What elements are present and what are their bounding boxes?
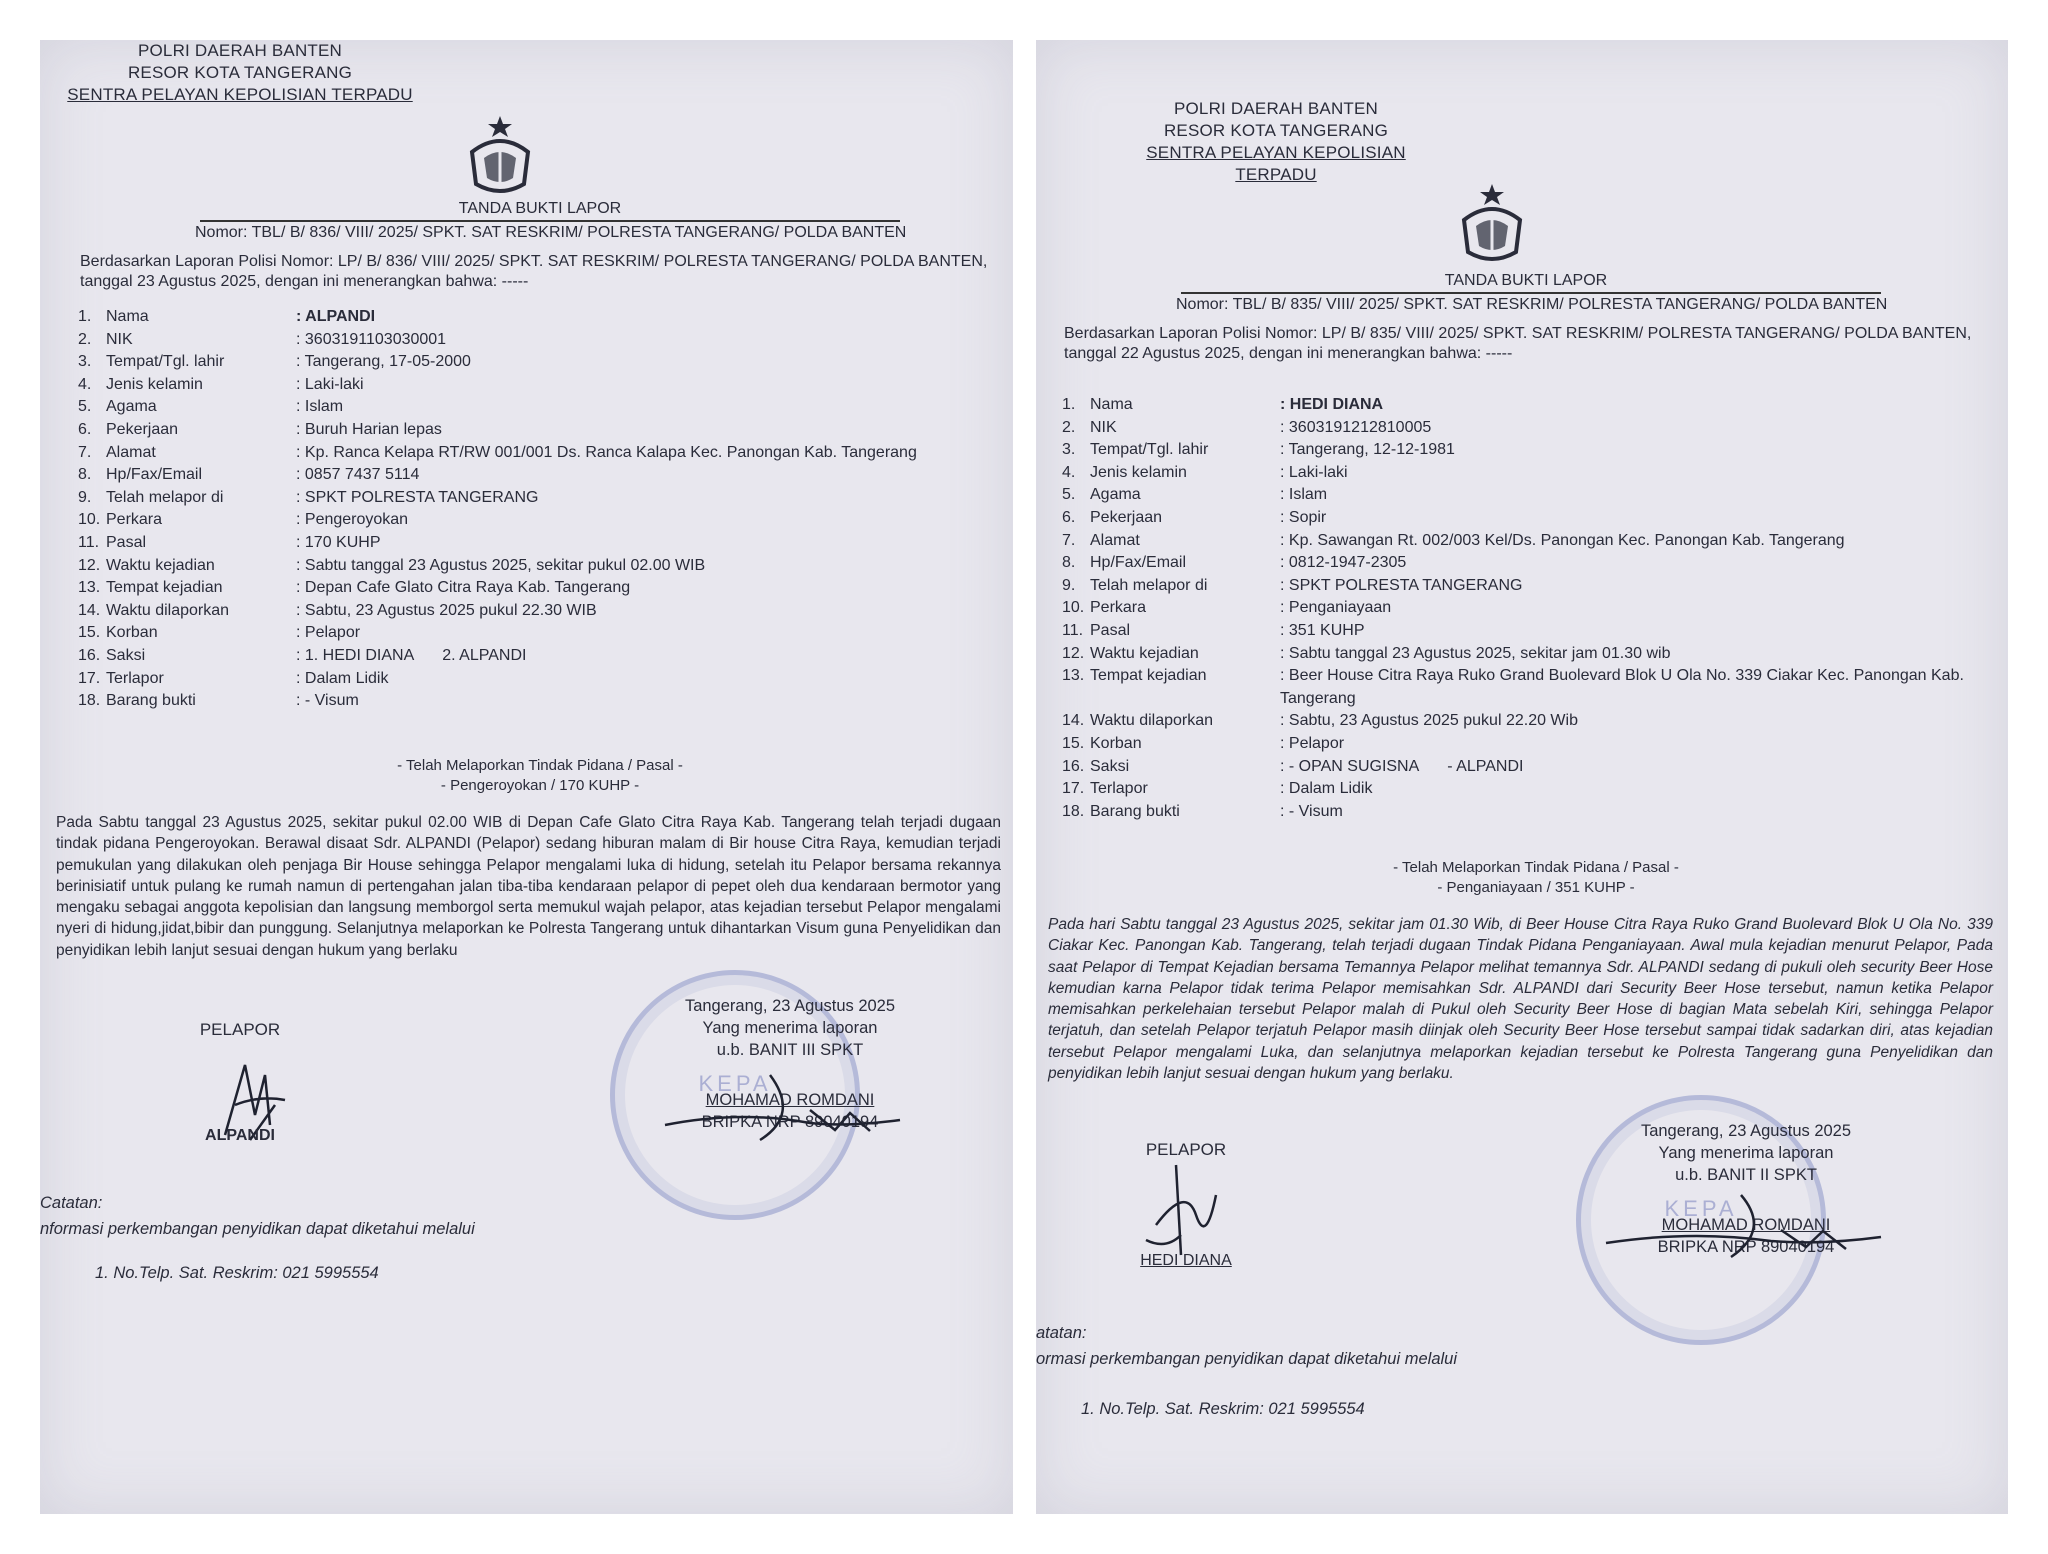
field-number: 17. xyxy=(1062,780,1085,798)
field-value-second: - ALPANDI xyxy=(1447,757,1524,775)
field-row xyxy=(78,622,978,645)
notes-text: ormasi perkembangan penyidikan dapat diketahui melalui xyxy=(1036,1350,1458,1368)
offense-summary-line: - Telah Melaporkan Tindak Pidana / Pasal - xyxy=(397,757,683,774)
field-value xyxy=(296,509,978,532)
officer-name: MOHAMAD ROMDANI xyxy=(705,1091,875,1109)
field-row xyxy=(78,600,978,623)
field-row xyxy=(1062,710,1972,733)
field-value-text: : 351 KUHP xyxy=(1280,621,1365,639)
field-value-text: : Depan Cafe Glato Citra Raya Kab. Tangerang xyxy=(296,579,631,597)
field-number: 13. xyxy=(78,579,101,597)
header-line: SENTRA PELAYAN KEPOLISIAN TERPADU xyxy=(67,85,413,104)
field-value-text: : HEDI DIANA xyxy=(1280,396,1384,413)
document-number: Nomor: TBL/ B/ 836/ VIII/ 2025/ SPKT. SAT RESKRIM/ POLRESTA TANGERANG/ POLDA BANTEN xyxy=(195,224,907,241)
field-row xyxy=(78,464,978,487)
field-label: Korban xyxy=(106,624,158,642)
field-label: Terlapor xyxy=(106,669,164,687)
offense-summary xyxy=(290,756,790,796)
field-value xyxy=(1280,733,1972,756)
field-value-text: : 170 KUHP xyxy=(296,533,381,551)
officer-nrp: BRIPKA NRP 89040194 xyxy=(1657,1238,1835,1256)
field-row xyxy=(1062,462,1972,485)
field-number: 17. xyxy=(78,669,101,687)
header-line: POLRI DAERAH BANTEN xyxy=(137,41,343,60)
field-value-text: : Islam xyxy=(1280,486,1328,504)
field-label: Jenis kelamin xyxy=(106,375,203,393)
field-value xyxy=(296,645,978,668)
field-value xyxy=(1280,778,1972,801)
field-number: 16. xyxy=(1062,757,1085,775)
field-number: 10. xyxy=(1062,599,1085,617)
reskrim-phone: 1. No.Telp. Sat. Reskrim: 021 5995554 xyxy=(95,1264,379,1282)
field-label: NIK xyxy=(106,330,133,348)
field-label: Pasal xyxy=(106,533,147,551)
offense-summary-line: - Pengeroyokan / 170 KUHP - xyxy=(440,777,640,794)
field-value xyxy=(1280,417,1972,440)
field-value xyxy=(1280,462,1972,485)
field-value-text: : Dalam Lidik xyxy=(1280,780,1373,798)
officer-signature xyxy=(660,1055,920,1155)
field-number: 12. xyxy=(1062,644,1085,662)
officer-name: MOHAMAD ROMDANI xyxy=(1661,1216,1831,1234)
field-label: Nama xyxy=(106,308,149,325)
notes-block xyxy=(40,1190,640,1242)
field-row xyxy=(1062,575,1972,598)
field-row xyxy=(78,555,978,578)
field-value-text: : Pelapor xyxy=(1280,734,1345,752)
field-number: 4. xyxy=(1062,463,1076,481)
field-number: 11. xyxy=(78,533,100,551)
field-number: 3. xyxy=(78,353,92,371)
field-value-text: : Sabtu tanggal 23 Agustus 2025, sekitar jam 01.30 wib xyxy=(1280,644,1671,662)
report-sheet-right xyxy=(1036,40,2008,1514)
field-row xyxy=(78,690,978,713)
police-emblem-icon xyxy=(1442,180,1542,270)
field-value xyxy=(296,622,978,645)
stamp-text: KEPA xyxy=(698,1071,772,1096)
field-number: 1. xyxy=(78,308,92,325)
field-number: 16. xyxy=(78,646,101,664)
field-number: 6. xyxy=(1062,508,1076,526)
field-row xyxy=(1062,507,1972,530)
field-row xyxy=(1062,484,1972,507)
field-value xyxy=(296,374,978,397)
field-value xyxy=(1280,643,1972,666)
field-value-text: : Sabtu, 23 Agustus 2025 pukul 22.20 Wib xyxy=(1280,712,1578,730)
field-number: 1. xyxy=(1062,396,1076,413)
field-row xyxy=(1062,756,1972,779)
field-value xyxy=(1280,710,1972,733)
field-label: Jenis kelamin xyxy=(1090,463,1187,481)
field-number: 15. xyxy=(78,624,101,642)
field-label: Korban xyxy=(1090,734,1142,752)
field-label: Telah melapor di xyxy=(1090,576,1208,594)
field-row xyxy=(1062,778,1972,801)
document-title: TANDA BUKTI LAPOR xyxy=(1444,272,1608,289)
reporter-name: ALPANDI xyxy=(205,1127,275,1144)
officer-nrp: BRIPKA NRP 89040194 xyxy=(701,1113,879,1131)
field-value xyxy=(296,690,978,713)
field-number: 11. xyxy=(1062,621,1084,639)
field-value xyxy=(1280,552,1972,575)
field-value xyxy=(296,419,978,442)
field-number: 3. xyxy=(1062,441,1076,459)
field-row xyxy=(78,577,978,600)
field-value-text: : Kp. Sawangan Rt. 002/003 Kel/Ds. Panongan Kec. Panongan Kab. Tangerang xyxy=(1280,531,1845,549)
reporter-label: PELAPOR xyxy=(199,1020,281,1039)
field-value-text: : Dalam Lidik xyxy=(296,669,389,687)
field-row xyxy=(78,645,978,668)
field-value xyxy=(296,464,978,487)
field-label: Saksi xyxy=(1090,757,1130,775)
field-label: Waktu dilaporkan xyxy=(106,601,230,619)
field-value xyxy=(1280,620,1972,643)
header-block xyxy=(40,40,440,106)
field-value xyxy=(1280,665,1972,710)
report-sheet-left xyxy=(40,40,1013,1514)
field-number: 8. xyxy=(78,466,92,484)
field-label: Barang bukti xyxy=(106,692,196,710)
field-label: Tempat kejadian xyxy=(1090,667,1207,685)
field-row xyxy=(78,306,978,329)
field-number: 10. xyxy=(78,511,101,529)
field-value-text: : Laki-laki xyxy=(296,375,364,393)
incident-narrative: Pada Sabtu tanggal 23 Agustus 2025, sekitar pukul 02.00 WIB di Depan Cafe Glato Citra Raya Kab. Tangerang telah terjadi dugaan tindak pidana Pengeroyokan. Berawal disaat Sdr. ALPANDI (Pelapor) sedang hiburan malam di Bir house Citra Raya, kemudian terjadi pemukulan yang dilakukan oleh penjaga Bir House sehingga Pelapor mengalami luka di hidung, setelah itu Pelapor bersama rekannya berinisiatif untuk pulang ke rumah namun di pertengahan jalan tiba-tiba kendaraan pelapor di pepet oleh dua kendaraan bermotor yang mengaku sebagai anggota kepolisian dan langsung memborgol serta memukul wajah pelapor, atas kejadian tersebut Pelapor mengalami nyeri di hidung,jidat,bibir dan punggung. Selanjutnya melaporkan ke Polresta Tangerang untuk dihantarkan Visum guna Penyelidikan dan penyidikan lebih lanjut sesuai dengan hukum yang berlaku xyxy=(56,814,1001,959)
field-value-text: : 0857 7437 5114 xyxy=(296,466,420,484)
field-label: Waktu dilaporkan xyxy=(1090,712,1214,730)
report-fields xyxy=(78,306,978,713)
field-row xyxy=(78,442,978,465)
document-number: Nomor: TBL/ B/ 835/ VIII/ 2025/ SPKT. SAT RESKRIM/ POLRESTA TANGERANG/ POLDA BANTEN xyxy=(1176,296,1888,313)
document-title: TANDA BUKTI LAPOR xyxy=(458,200,622,217)
field-value-text: : Kp. Ranca Kelapa RT/RW 001/001 Ds. Ranca Kalapa Kec. Panongan Kab. Tangerang xyxy=(296,443,917,461)
field-number: 18. xyxy=(1062,802,1085,820)
field-value-text: : Tangerang, 12-12-1981 xyxy=(1280,441,1455,459)
field-row xyxy=(1062,552,1972,575)
field-row xyxy=(78,487,978,510)
field-value-text: : - Visum xyxy=(1280,802,1343,820)
field-number: 7. xyxy=(78,443,92,461)
field-value-text: : 0812-1947-2305 xyxy=(1280,554,1407,572)
field-value xyxy=(296,668,978,691)
field-value xyxy=(1280,394,1972,417)
field-label: Alamat xyxy=(106,443,156,461)
field-value xyxy=(296,351,978,374)
field-row xyxy=(78,419,978,442)
field-value xyxy=(1280,575,1972,598)
field-row xyxy=(78,396,978,419)
title-rule xyxy=(1181,292,1881,294)
field-row xyxy=(1062,597,1972,620)
field-value-text: : Tangerang, 17-05-2000 xyxy=(296,353,471,371)
field-label: Tempat/Tgl. lahir xyxy=(1090,441,1209,459)
field-number: 12. xyxy=(78,556,101,574)
officer-unit: u.b. BANIT II SPKT xyxy=(1675,1166,1817,1184)
field-number: 5. xyxy=(1062,486,1076,504)
field-label: Alamat xyxy=(1090,531,1140,549)
field-number: 9. xyxy=(78,488,92,506)
field-value-text: : Sabtu tanggal 23 Agustus 2025, sekitar pukul 02.00 WIB xyxy=(296,556,706,574)
field-value-text: : SPKT POLRESTA TANGERANG xyxy=(1280,576,1523,594)
field-number: 15. xyxy=(1062,734,1085,752)
field-row xyxy=(1062,394,1972,417)
field-number: 6. xyxy=(78,420,92,438)
field-value xyxy=(296,329,978,352)
field-value xyxy=(296,306,978,329)
notes-title: Catatan: xyxy=(40,1194,103,1212)
header-line: SENTRA PELAYAN KEPOLISIAN TERPADU xyxy=(1146,143,1406,184)
field-label: Barang bukti xyxy=(1090,802,1180,820)
field-label: Agama xyxy=(106,398,157,416)
notes-text: nformasi perkembangan penyidikan dapat diketahui melalui xyxy=(40,1220,475,1238)
field-number: 7. xyxy=(1062,531,1076,549)
field-value xyxy=(1280,507,1972,530)
field-number: 5. xyxy=(78,398,92,416)
field-number: 9. xyxy=(1062,576,1076,594)
field-label: Saksi xyxy=(106,646,146,664)
field-label: Hp/Fax/Email xyxy=(106,466,203,484)
field-value-text: : SPKT POLRESTA TANGERANG xyxy=(296,488,539,506)
field-label: Tempat/Tgl. lahir xyxy=(106,353,225,371)
field-label: Perkara xyxy=(106,511,163,529)
field-label: Perkara xyxy=(1090,599,1147,617)
officer-role: Yang menerima laporan xyxy=(1658,1144,1834,1162)
field-value-second: 2. ALPANDI xyxy=(442,646,527,664)
reporter-name: HEDI DIANA xyxy=(1140,1252,1232,1269)
field-value xyxy=(296,577,978,600)
field-value-text: : 3603191103030001 xyxy=(296,330,447,348)
field-row xyxy=(78,532,978,555)
field-row xyxy=(78,668,978,691)
field-value xyxy=(1280,597,1972,620)
field-value xyxy=(1280,439,1972,462)
reskrim-phone: 1. No.Telp. Sat. Reskrim: 021 5995554 xyxy=(1081,1400,1365,1418)
offense-summary-line: - Telah Melaporkan Tindak Pidana / Pasal - xyxy=(1393,859,1679,876)
field-label: Pekerjaan xyxy=(106,420,179,438)
field-label: Telah melapor di xyxy=(106,488,224,506)
field-value-text: : - Visum xyxy=(296,692,359,710)
incident-narrative: Pada hari Sabtu tanggal 23 Agustus 2025, sekitar jam 01.30 Wib, di Beer House Citra Raya Ruko Grand Buolevard Blok U Ola No. 339 Ciakar Kec. Panongan Kab. Tangerang, telah terjadi dugaan Tindak Pidana Penganiayaan. Awal mula kejadian menurut Pelapor, Pada saat Pelapor di Tempat Kejadian bersama Temannya Pelapor melihat temannya Sdr. ALPANDI sedang di pukuli oleh security Beer Hose kemudian karna Pelapor tidak terima Pelapor memisahkan Sdr. ALPANDI dari Security Beer Hose tersebut, namun ketika Pelapor memisahkan perkelehaian tersebut Pelapor malah di Pukul oleh Security Beer Hose di bagian Mata sebelah Kiri, sehingga Pelapor terjatuh, dan setelah Pelapor terjatuh Pelapor masih diinjak oleh Security Beer Hose tersebut sampai tidak sadarkan diri, atas kejadian tersebut Pelapor mengalami Luka, dan selanjutnya melaporkan kejadian tersebut ke Polresta Tangerang guna Penyelidikan dan penyidikan lebih lanjut sesuai dengan hukum yang berlaku. xyxy=(1048,916,1993,1083)
field-label: NIK xyxy=(1090,418,1117,436)
reporter-label: PELAPOR xyxy=(1145,1140,1227,1159)
field-value xyxy=(1280,530,1972,553)
field-number: 14. xyxy=(78,601,101,619)
field-value-text: : Pelapor xyxy=(296,624,361,642)
header-line: POLRI DAERAH BANTEN xyxy=(1173,99,1379,118)
notes-block xyxy=(1036,1320,1636,1372)
police-emblem-icon xyxy=(450,112,550,202)
field-value xyxy=(1280,756,1972,779)
field-number: 18. xyxy=(78,692,101,710)
field-value xyxy=(296,555,978,578)
field-value-text: : - OPAN SUGISNA xyxy=(1280,757,1420,775)
offense-summary xyxy=(1286,858,1786,898)
title-rule xyxy=(200,220,900,222)
field-row xyxy=(1062,620,1972,643)
field-number: 4. xyxy=(78,375,92,393)
field-number: 14. xyxy=(1062,712,1085,730)
report-basis: Berdasarkan Laporan Polisi Nomor: LP/ B/ 836/ VIII/ 2025/ SPKT. SAT RESKRIM/ POLRESTA TANGERANG/ POLDA BANTEN, tanggal 23 Agustus 2025, dengan ini menerangkan bahwa: ----- xyxy=(80,253,988,290)
field-value-text: : Beer House Citra Raya Ruko Grand Buolevard Blok U Ola No. 339 Ciakar Kec. Panongan Kab. Tangerang xyxy=(1280,667,1964,707)
field-row xyxy=(1062,665,1972,710)
field-row xyxy=(1062,530,1972,553)
field-number: 2. xyxy=(78,330,92,348)
field-row xyxy=(1062,439,1972,462)
header-line: RESOR KOTA TANGERANG xyxy=(127,63,353,82)
field-label: Waktu kejadian xyxy=(106,556,215,574)
officer-place-date: Tangerang, 23 Agustus 2025 xyxy=(684,997,896,1015)
field-value-text: : Penganiayaan xyxy=(1280,599,1392,617)
field-number: 13. xyxy=(1062,667,1085,685)
field-row xyxy=(78,329,978,352)
officer-role: Yang menerima laporan xyxy=(702,1019,878,1037)
field-value xyxy=(296,442,978,465)
offense-summary-line: - Penganiayaan / 351 KUHP - xyxy=(1437,879,1635,896)
field-row xyxy=(78,351,978,374)
field-value-text: : Pengeroyokan xyxy=(296,511,409,529)
field-row xyxy=(78,509,978,532)
field-value xyxy=(296,487,978,510)
field-value-text: : Sabtu, 23 Agustus 2025 pukul 22.30 WIB xyxy=(296,601,597,619)
field-label: Waktu kejadian xyxy=(1090,644,1199,662)
officer-unit: u.b. BANIT III SPKT xyxy=(716,1041,864,1059)
field-row xyxy=(1062,733,1972,756)
field-label: Pekerjaan xyxy=(1090,508,1163,526)
field-value-text: : Islam xyxy=(296,398,344,416)
field-value-text: : 3603191212810005 xyxy=(1280,418,1432,436)
field-value-text: : Sopir xyxy=(1280,508,1327,526)
field-label: Hp/Fax/Email xyxy=(1090,554,1187,572)
field-value-text: : ALPANDI xyxy=(296,308,376,325)
field-value-text: : Laki-laki xyxy=(1280,463,1348,481)
field-label: Tempat kejadian xyxy=(106,579,223,597)
field-row xyxy=(1062,801,1972,824)
field-value-text: : 1. HEDI DIANA xyxy=(296,646,415,664)
field-label: Pasal xyxy=(1090,621,1131,639)
reporter-signature xyxy=(1136,1155,1236,1265)
field-value-text: : Buruh Harian lepas xyxy=(296,420,442,438)
field-value xyxy=(296,600,978,623)
header-line: RESOR KOTA TANGERANG xyxy=(1163,121,1389,140)
field-value xyxy=(296,396,978,419)
field-value xyxy=(1280,484,1972,507)
field-row xyxy=(78,374,978,397)
field-number: 8. xyxy=(1062,554,1076,572)
field-value xyxy=(296,532,978,555)
notes-title: atatan: xyxy=(1036,1324,1087,1342)
field-label: Terlapor xyxy=(1090,780,1148,798)
field-value xyxy=(1280,801,1972,824)
field-number: 2. xyxy=(1062,418,1076,436)
officer-signature xyxy=(1601,1175,1891,1275)
field-label: Nama xyxy=(1090,396,1133,413)
field-row xyxy=(1062,643,1972,666)
report-fields xyxy=(1062,394,1972,823)
header-block xyxy=(1106,98,1446,186)
field-label: Agama xyxy=(1090,486,1141,504)
stamp-text: KEPA xyxy=(1664,1196,1738,1221)
field-row xyxy=(1062,417,1972,440)
report-basis: Berdasarkan Laporan Polisi Nomor: LP/ B/ 835/ VIII/ 2025/ SPKT. SAT RESKRIM/ POLRESTA TANGERANG/ POLDA BANTEN, tanggal 22 Agustus 2025, dengan ini menerangkan bahwa: ----- xyxy=(1064,325,1972,362)
officer-place-date: Tangerang, 23 Agustus 2025 xyxy=(1640,1122,1852,1140)
